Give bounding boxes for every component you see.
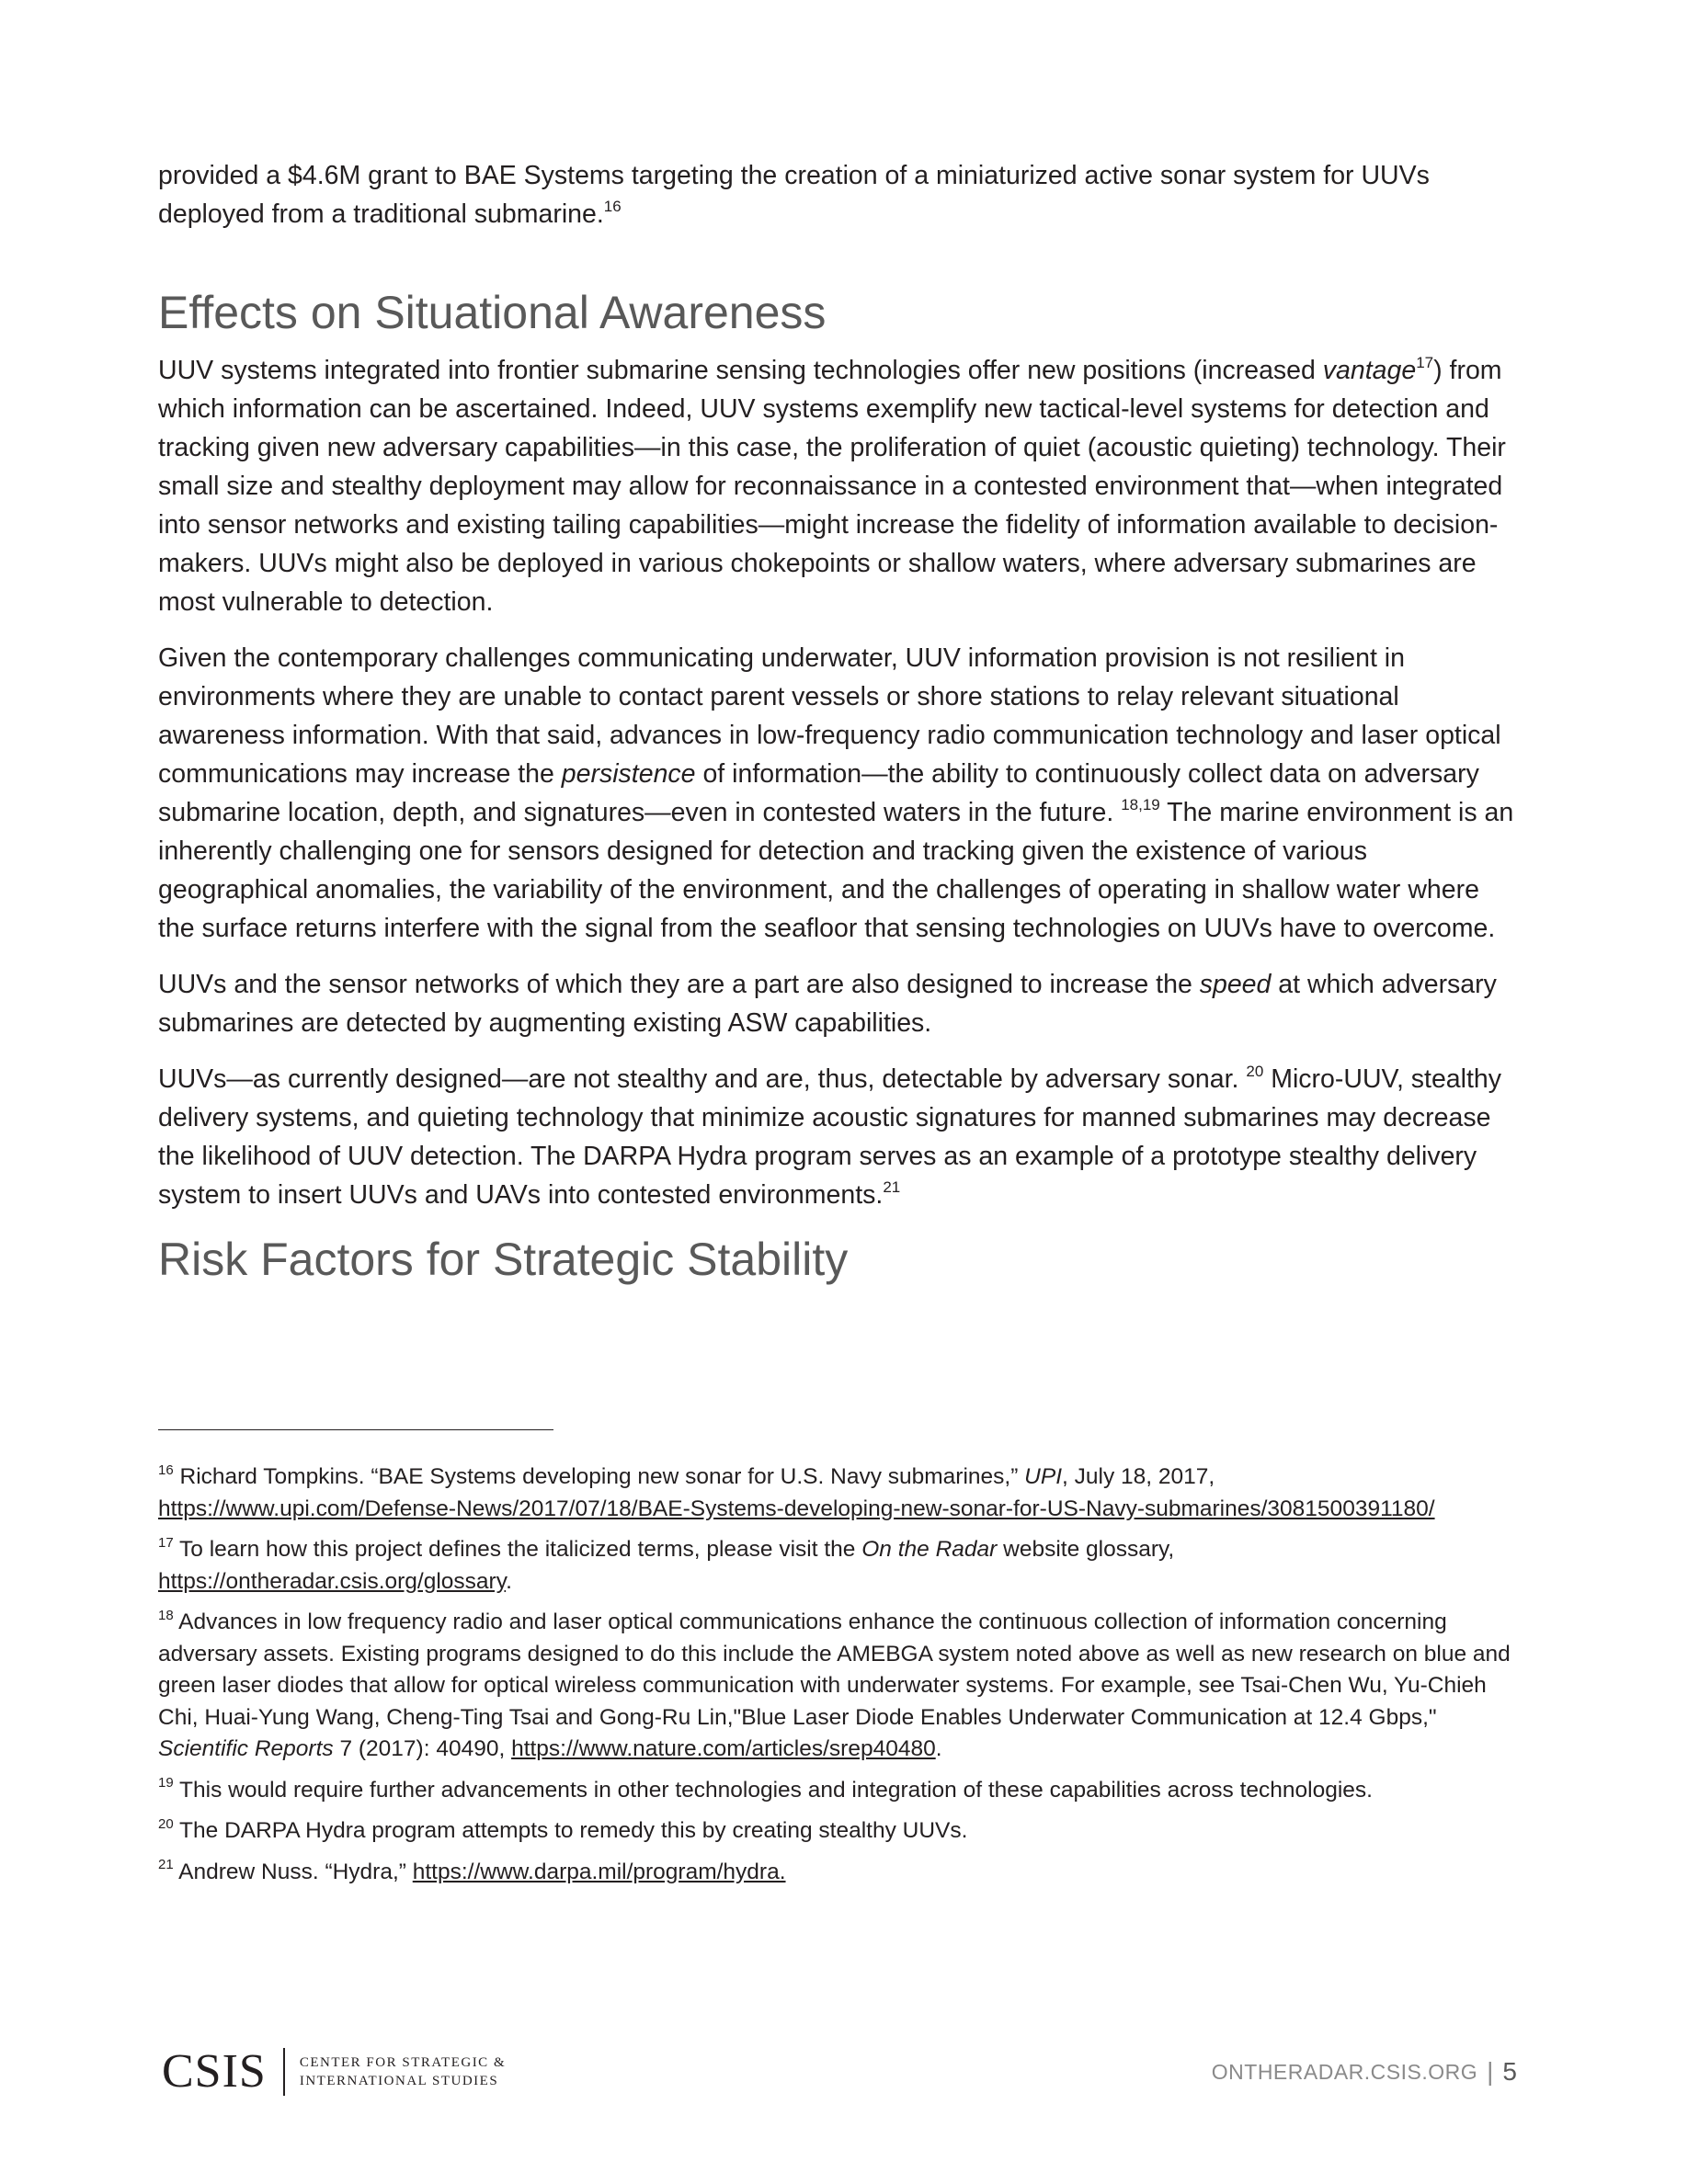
footer-url[interactable]: ONTHERADAR.CSIS.ORG: [1211, 2059, 1478, 2084]
footnote-16: $^{16}$ Richard Tompkins. “BAE Systems developing new sonar for U.S. Navy submarines,” UPI, July 18, 2017, https://www.upi.com/Defense-News/2017/07/18/BAE-Systems-developing-new-sonar-for-US-Navy-submarines/3081500391180/: [158, 1462, 1435, 1521]
intro-paragraph: provided a $4.6M grant to BAE Systems targeting the creation of a miniaturized active sonar system for UUVs deployed from a traditional submarine.$^{16}$: [158, 161, 1430, 229]
page-footer: [1212, 2055, 1517, 2088]
section-heading-effects: Effects on Situational Awareness: [158, 287, 827, 338]
footer-separator: |: [1487, 2057, 1494, 2086]
footnote-21: $^{21}$ Andrew Nuss. “Hydra,” https://www.darpa.mil/program/hydra.: [158, 1857, 786, 1884]
logo-text: CENTER FOR STRATEGIC & INTERNATIONAL STUDIES: [299, 2055, 507, 2088]
footnote-18: $^{18}$ Advances in low frequency radio and laser optical communications enhance the continuous collection of information concerning adversary assets. Existing programs designed to do this include the AMEBGA system noted above as well as new research on blue and green laser diodes that allow for optical wireless communication with underwater systems. For example, see Tsai-Chen Wu, Yu-Chieh Chi, Huai-Yung Wang, Cheng-Ting Tsai and Gong-Ru Lin,"Blue Laser Diode Enables Underwater Communication at 12.4 Gbps," Scientific Reports 7 (2017): 40490, https://www.nature.com/articles/srep40480.: [158, 1607, 1511, 1761]
logo-divider: [283, 2048, 285, 2096]
paragraph: UUV systems integrated into frontier submarine sensing technologies offer new positions (increased vantage$^{17}$) from which information can be ascertained. Indeed, UUV systems exemplify new tactical-level systems for detection and tracking given new adversary capabilities—in this case, the proliferation of quiet (acoustic quieting) technology. Their small size and stealthy deployment may allow for reconnaissance in a contested environment that—when integrated into sensor networks and existing tailing capabilities—might increase the fidelity of information available to decision-makers. UUVs might also be deployed in various chokepoints or shallow waters, where adversary submarines are most vulnerable to detection.: [158, 353, 1506, 617]
footnote-ref[interactable]: 17: [1416, 353, 1434, 371]
footnote-ref[interactable]: 20: [1246, 1062, 1264, 1080]
page-number: 5: [1502, 2057, 1517, 2086]
logo-mark: CSIS: [162, 2045, 267, 2098]
page-body: [158, 156, 1519, 1287]
footnote-17: $^{17}$ To learn how this project defines the italicized terms, please visit the On the Radar website glossary, https://ontheradar.csis.org/glossary.: [158, 1534, 1175, 1594]
csis-logo: [162, 2044, 506, 2099]
footnote-19: $^{19}$ This would require further advancements in other technologies and integration of these capabilities across technologies.: [158, 1775, 1373, 1803]
footnote-divider: [158, 1429, 553, 1430]
footnote-ref[interactable]: 16: [603, 197, 622, 215]
section-heading-risk: Risk Factors for Strategic Stability: [158, 1234, 849, 1285]
footnotes: [158, 1462, 1519, 1897]
footnote-link[interactable]: https://ontheradar.csis.org/glossary: [158, 1568, 507, 1594]
footnote-link[interactable]: https://www.darpa.mil/program/hydra.: [412, 1859, 786, 1884]
paragraph: Given the contemporary challenges communicating underwater, UUV information provision is not resilient in environments where they are unable to contact parent vessels or shore stations to relay relevant situational awareness information. With that said, advances in low-frequency radio communication technology and laser optical communications may increase the persistence of information—the ability to continuously collect data on adversary submarine location, depth, and signatures—even in contested waters in the future. $^{18,19}$ The marine environment is an inherently challenging one for sensors designed for detection and tracking given the existence of various geographical anomalies, the variability of the environment, and the challenges of operating in shallow water where the surface returns interfere with the signal from the seafloor that sensing technologies on UUVs have to overcome.: [158, 643, 1514, 943]
footnote-ref[interactable]: 21: [883, 1177, 901, 1196]
paragraph: UUVs—as currently designed—are not stealthy and are, thus, detectable by adversary sonar. $^{20}$ Micro-UUV, stealthy delivery systems, and quieting technology that minimize acoustic signatures for manned submarines may decrease the likelihood of UUV detection. The DARPA Hydra program serves as an example of a prototype stealthy delivery system to insert UUVs and UAVs into contested environments.$^{21}$: [158, 1062, 1501, 1210]
footnote-ref[interactable]: 18,19: [1121, 795, 1160, 813]
footnote-link[interactable]: https://www.upi.com/Defense-News/2017/07/18/BAE-Systems-developing-new-sonar-for-US-Navy-submarines/3081500391180/: [158, 1496, 1435, 1521]
paragraph: UUVs and the sensor networks of which they are a part are also designed to increase the speed at which adversary submarines are detected by augmenting existing ASW capabilities.: [158, 970, 1497, 1038]
footnote-link[interactable]: https://www.nature.com/articles/srep40480: [511, 1736, 936, 1761]
footnote-20: $^{20}$ The DARPA Hydra program attempts to remedy this by creating stealthy UUVs.: [158, 1815, 968, 1843]
